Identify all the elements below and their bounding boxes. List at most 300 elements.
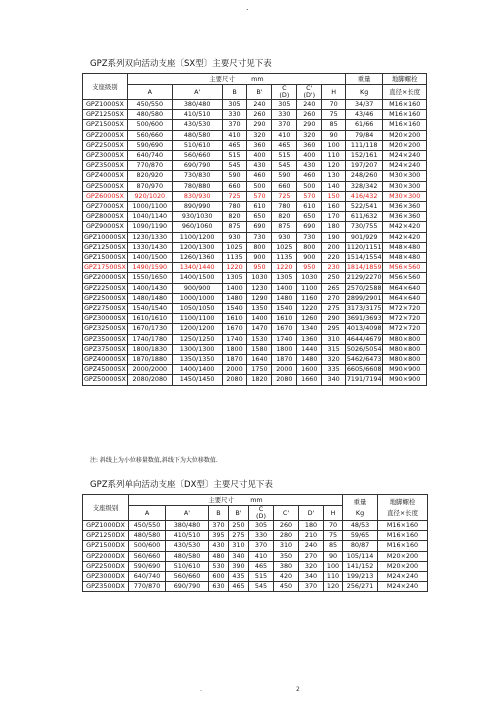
header-h: H <box>322 85 346 100</box>
table-cell: M16×160 <box>378 521 428 531</box>
table-cell: 75 <box>324 531 343 541</box>
header-weight-unit: Kg <box>345 85 382 100</box>
top-dot: . <box>246 3 249 12</box>
table-cell: 770/870 <box>129 582 166 592</box>
table-cell: 690 <box>297 222 322 232</box>
table-cell: 1200/1300 <box>172 242 222 252</box>
table-cell: M72×720 <box>383 324 427 334</box>
table-cell: GPZ12500SX <box>83 242 126 251</box>
table-cell: 465 <box>272 140 297 150</box>
table-cell: 1670/1730 <box>127 324 172 334</box>
table-note: 注: 斜线上为小位移量数值,斜线下为大位移数值. <box>90 457 218 464</box>
table-cell: M42×420 <box>383 232 427 242</box>
table-cell: 210 <box>299 531 324 541</box>
table-cell: 1040/1140 <box>127 212 172 222</box>
table-cell: 500/600 <box>129 541 166 551</box>
table-cell: 730 <box>297 232 322 242</box>
table-row <box>83 130 427 140</box>
table-cell: 320 <box>247 130 272 140</box>
table-row <box>83 314 427 324</box>
table-cell: 275 <box>229 531 249 541</box>
table-row <box>83 334 427 344</box>
table-cell: 75 <box>322 110 346 120</box>
table-cell: 5026/5054 <box>346 344 382 353</box>
table-cell: 522/541 <box>345 202 382 212</box>
table-cell: 900 <box>297 253 322 263</box>
page-number: 2 <box>296 686 300 693</box>
table-cell: 800 <box>297 242 322 252</box>
table-cell: 1100/1100 <box>172 314 222 324</box>
table-cell: 1440 <box>297 344 322 354</box>
table-cell: M20×200 <box>378 561 428 571</box>
header-h: H <box>324 506 343 521</box>
table-cell: M16×160 <box>383 100 427 110</box>
table-cell: GPZ32500SX <box>83 324 126 333</box>
table-row <box>83 541 428 551</box>
table-cell: GPZ40000SX <box>83 355 126 364</box>
header-b-prime: B' <box>229 506 249 521</box>
table-cell: 1340/1440 <box>172 263 222 273</box>
table-cell: 820/920 <box>127 171 172 181</box>
table-cell: GPZ1250SX <box>83 110 128 120</box>
table-cell: 1090/1190 <box>127 222 172 232</box>
table-cell: 1480 <box>222 293 247 303</box>
table-cell: M42×420 <box>383 222 427 232</box>
footer-dot: . <box>200 686 202 693</box>
table-cell: 1400/1430 <box>127 283 172 293</box>
table-row <box>83 283 427 293</box>
table-cell: 1200/1200 <box>172 324 222 334</box>
table-cell: 1220 <box>297 304 322 314</box>
table-cell: 1350 <box>247 304 272 314</box>
table-cell: 590/690 <box>129 561 166 571</box>
table-row <box>83 572 428 582</box>
table-cell: 500 <box>247 181 272 191</box>
header-c-prime: C' <box>274 506 299 521</box>
table-cell: M90×900 <box>383 375 427 385</box>
table-cell: M20×200 <box>378 551 428 561</box>
table-cell: 730/755 <box>345 222 382 232</box>
table-cell: 1814/1859 <box>346 263 382 272</box>
table-cell: 570 <box>247 191 272 201</box>
table-cell: GPZ35000SX <box>83 334 126 343</box>
table-cell: 1514/1554 <box>346 253 382 262</box>
table-cell: GPZ1500SX <box>83 120 128 130</box>
table-cell: GPZ3000SX <box>83 151 128 161</box>
header-bolt: 地脚螺栓 <box>383 74 427 85</box>
table-cell: M20×200 <box>383 140 427 150</box>
table-cell: 1100 <box>297 283 322 293</box>
table-cell: 690/790 <box>172 161 222 171</box>
table-cell: 1330/1430 <box>127 242 172 252</box>
table-cell: 130 <box>322 171 346 181</box>
table-cell: 800 <box>247 242 272 252</box>
table-cell: 515 <box>249 572 274 582</box>
table-cell: GPZ22500SX <box>83 283 126 292</box>
table-cell: GPZ37500SX <box>83 344 126 353</box>
table-cell: 111/118 <box>345 140 382 150</box>
table-row <box>83 140 427 150</box>
table-cell: 250 <box>229 521 249 531</box>
table-cell: 1360 <box>297 334 322 344</box>
table-row <box>83 232 427 242</box>
table-cell: 1000/1000 <box>172 293 222 303</box>
table-cell: GPZ45000SX <box>83 365 126 374</box>
header-d-prime: D' <box>299 506 324 521</box>
table-cell: 1250/1250 <box>172 334 222 344</box>
header-a: A <box>127 85 172 100</box>
table-cell: 270 <box>322 293 346 303</box>
table-cell: 560/660 <box>166 572 209 582</box>
table-row <box>83 110 427 120</box>
table-cell: 725 <box>272 191 297 201</box>
table-cell: 5462/6473 <box>346 355 382 364</box>
table-cell: 1305 <box>272 273 297 283</box>
table-cell: 290 <box>322 314 346 324</box>
table-cell: 200 <box>322 242 346 252</box>
table-cell: M30×300 <box>383 191 427 201</box>
header-bolt: 地脚螺栓 直径×长度 <box>378 495 428 521</box>
table-cell: 48/53 <box>343 521 378 531</box>
table-cell: 220 <box>322 253 346 263</box>
table-cell: 260 <box>274 521 299 531</box>
table-cell: 1300/1300 <box>172 344 222 354</box>
table-cell: 248/260 <box>345 171 382 181</box>
table-cell: 320 <box>299 561 324 571</box>
table-row <box>83 293 427 303</box>
table-cell: 1800 <box>272 344 297 354</box>
table-cell: M80×800 <box>383 344 427 354</box>
table-cell: 6605/6608 <box>346 365 382 374</box>
table-cell: GPZ6000SX <box>83 191 128 201</box>
table-cell: 240 <box>247 100 272 110</box>
table-cell: 2000/2000 <box>127 365 172 375</box>
table-cell: 370 <box>272 120 297 130</box>
table-cell: M36×360 <box>383 202 427 212</box>
table-cell: 650 <box>297 212 322 222</box>
table-cell: 61/66 <box>345 120 382 130</box>
table-cell: 830/930 <box>172 191 222 201</box>
table-cell: 530 <box>209 561 229 571</box>
table-cell: M72×720 <box>383 304 427 314</box>
table-cell: 410/510 <box>172 110 222 120</box>
table-cell: 1610 <box>272 314 297 324</box>
header-a-prime: A' <box>166 506 209 521</box>
table-cell: 2000 <box>222 365 247 375</box>
table-cell: 730/830 <box>172 171 222 181</box>
table-cell: 960/1060 <box>172 222 222 232</box>
table-row <box>83 242 427 252</box>
table-cell: 330 <box>272 110 297 120</box>
table-cell: 1135 <box>222 253 247 263</box>
table-cell: GPZ3500SX <box>83 161 128 171</box>
table-row <box>83 273 427 283</box>
header-b: B <box>222 85 247 100</box>
table-cell: M56×560 <box>383 263 427 273</box>
table-row <box>83 120 427 130</box>
sx-dimension-table <box>82 73 427 386</box>
table-cell: 230 <box>322 263 346 273</box>
table-cell: 630 <box>209 582 229 592</box>
table-row <box>83 100 427 110</box>
table-cell: 395 <box>209 531 229 541</box>
table-cell: 180 <box>299 521 324 531</box>
table-cell: 870/970 <box>127 181 172 191</box>
table-cell: M24×240 <box>383 161 427 171</box>
table-cell: 660 <box>222 181 247 191</box>
table-cell: GPZ4000SX <box>83 171 128 181</box>
table-cell: GPZ5000SX <box>83 181 128 191</box>
table-row <box>83 324 427 334</box>
table-cell: 4013/4098 <box>346 324 382 333</box>
table-cell: 590/690 <box>127 140 172 150</box>
table-cell: 100 <box>322 140 346 150</box>
table-cell: 110 <box>324 572 343 582</box>
table-cell: 500 <box>297 181 322 191</box>
table-cell: 1290 <box>247 293 272 303</box>
table-cell: 1400/1400 <box>172 365 222 375</box>
table-cell: 430 <box>247 161 272 171</box>
table-cell: 1230 <box>247 283 272 293</box>
table-cell: 1220 <box>272 263 297 273</box>
table-cell: 305 <box>249 521 274 531</box>
table-cell: 1610 <box>222 314 247 324</box>
table-cell: 100 <box>324 561 343 571</box>
table-cell: 725 <box>222 191 247 201</box>
table-cell: 260 <box>297 110 322 120</box>
table-row <box>83 551 428 561</box>
table-cell: M64×640 <box>383 283 427 293</box>
table-cell: 190 <box>322 232 346 242</box>
table-cell: 1600 <box>297 365 322 375</box>
table-cell: 1030 <box>247 273 272 283</box>
table-cell: 2129/2270 <box>346 273 382 282</box>
table-cell: 890/990 <box>172 202 222 212</box>
table-cell: GPZ20000SX <box>83 273 126 282</box>
table-cell: 560/660 <box>172 151 222 161</box>
table-cell: 660 <box>272 181 297 191</box>
table-cell: 305 <box>272 100 297 110</box>
table-cell: 170 <box>322 212 346 222</box>
table-row <box>83 582 428 592</box>
table-cell: 110 <box>322 151 346 161</box>
table-cell: 1260/1360 <box>172 253 222 263</box>
table-cell: 1470 <box>247 324 272 334</box>
table-cell: 610 <box>297 202 322 212</box>
table-cell: 1540/1540 <box>127 304 172 314</box>
header-c-prime: C' (D') <box>297 85 322 100</box>
table-cell: 85 <box>324 541 343 551</box>
section2-title: GPZ系列单向活动支座〔DX型〕主要尺寸见下表 <box>90 480 273 490</box>
table-cell: 1480 <box>272 293 297 303</box>
table-cell: 435 <box>229 572 249 582</box>
table-cell: 34/37 <box>345 100 382 110</box>
table-cell: 1050/1050 <box>172 304 222 314</box>
table-cell: M24×240 <box>378 572 428 582</box>
table-cell: 380 <box>274 561 299 571</box>
table-cell: 197/207 <box>345 161 382 171</box>
table-cell: 141/152 <box>343 561 378 571</box>
table-cell: 430/530 <box>166 541 209 551</box>
table-cell: 640/740 <box>127 151 172 161</box>
table-cell: 780/880 <box>172 181 222 191</box>
table-cell: GPZ3500DX <box>83 582 129 592</box>
table-cell: 1000/1100 <box>127 202 172 212</box>
table-cell: 590 <box>272 171 297 181</box>
table-cell: 1480 <box>297 355 322 365</box>
table-cell: 480/580 <box>129 531 166 541</box>
table-cell: 480/580 <box>172 130 222 140</box>
table-cell: 510/610 <box>172 140 222 150</box>
table-row <box>83 561 428 571</box>
table-cell: 465 <box>229 582 249 592</box>
header-c: C (D) <box>249 506 274 521</box>
table-cell: 545 <box>249 582 274 592</box>
table-cell: 280 <box>274 531 299 541</box>
table-cell: M36×360 <box>383 212 427 222</box>
table-cell: 1305 <box>222 273 247 283</box>
table-cell: 1750 <box>247 365 272 375</box>
header-main-dims: 主要尺寸 mm <box>127 74 345 85</box>
table-cell: 610 <box>247 202 272 212</box>
header-weight: 重量 <box>345 74 382 85</box>
table-row <box>83 161 427 171</box>
table-cell: 1030 <box>297 273 322 283</box>
table-cell: 1400 <box>222 283 247 293</box>
table-cell: 160 <box>322 202 346 212</box>
table-cell: 340 <box>229 551 249 561</box>
table-cell: 690/790 <box>166 582 209 592</box>
table-cell: M16×160 <box>383 120 427 130</box>
table-cell: 1820 <box>247 375 272 385</box>
table-cell: 430 <box>297 161 322 171</box>
table-cell: GPZ3000DX <box>83 572 129 582</box>
table-cell: 1610/1610 <box>127 314 172 324</box>
table-cell: 480/580 <box>166 551 209 561</box>
table-cell: 380/480 <box>166 521 209 531</box>
table-cell: M64×640 <box>383 293 427 303</box>
header-grade: 支座级别 <box>83 495 129 521</box>
table-cell: 1260 <box>297 314 322 324</box>
table-cell: 59/65 <box>343 531 378 541</box>
table-cell: 570 <box>297 191 322 201</box>
table-cell: 500/600 <box>127 120 172 130</box>
table-cell: 105/114 <box>343 551 378 561</box>
table-row <box>83 263 427 273</box>
table-cell: 240 <box>299 541 324 551</box>
table-row <box>83 365 427 375</box>
table-cell: 2899/2901 <box>346 293 382 302</box>
table-cell: 1220 <box>222 263 247 273</box>
table-cell: 1400 <box>247 314 272 324</box>
table-cell: 430 <box>209 541 229 551</box>
table-row <box>83 344 427 354</box>
table-cell: 290 <box>297 120 322 130</box>
table-cell: M16×160 <box>378 541 428 551</box>
table-cell: 450/550 <box>127 100 172 110</box>
table-row <box>83 521 428 531</box>
table-cell: 4644/4679 <box>346 334 382 343</box>
table-cell: M80×800 <box>383 334 427 344</box>
table-cell: 1400/1500 <box>127 253 172 263</box>
table-cell: 1740/1780 <box>127 334 172 344</box>
table-cell: 152/161 <box>345 151 382 161</box>
table-cell: 2570/2588 <box>346 283 382 292</box>
header-a-prime: A' <box>172 85 222 100</box>
table-cell: 1100/1200 <box>172 232 222 242</box>
table-cell: GPZ27500SX <box>83 304 126 313</box>
table-cell: 460 <box>247 171 272 181</box>
header-grade: 支座级别 <box>83 74 128 100</box>
table-cell: 545 <box>222 161 247 171</box>
table-cell: 1800 <box>222 344 247 354</box>
table-cell: 240 <box>297 100 322 110</box>
table-cell: 370 <box>299 582 324 592</box>
table-cell: 3173/3175 <box>346 304 382 313</box>
table-cell: 265 <box>322 283 346 293</box>
table-cell: 950 <box>247 263 272 273</box>
table-row <box>83 253 427 263</box>
table-row <box>83 191 427 201</box>
table-cell: 320 <box>297 130 322 140</box>
table-cell: 1490/1590 <box>127 263 172 273</box>
table-cell: 1025 <box>222 242 247 252</box>
section1-title: GPZ系列双向活动支座〔SX型〕主要尺寸见下表 <box>90 59 272 69</box>
table-cell: 901/929 <box>345 232 382 242</box>
table-cell: 1400/1500 <box>172 273 222 283</box>
table-cell: 640/740 <box>129 572 166 582</box>
table-cell: 611/632 <box>345 212 382 222</box>
table-cell: 1800/1830 <box>127 344 172 354</box>
table-cell: 305 <box>222 100 247 110</box>
table-cell: 380/480 <box>172 100 222 110</box>
table-cell: GPZ30000SX <box>83 314 126 323</box>
table-cell: 690 <box>247 222 272 232</box>
table-cell: 90 <box>322 130 346 140</box>
table-cell: 770/870 <box>127 161 172 171</box>
table-cell: 1540 <box>222 304 247 314</box>
table-row <box>83 222 427 232</box>
table-cell: 875 <box>272 222 297 232</box>
table-cell: 3691/3693 <box>346 314 382 323</box>
table-cell: 730 <box>247 232 272 242</box>
table-cell: 1740 <box>272 334 297 344</box>
table-cell: GPZ8000SX <box>83 212 128 222</box>
table-cell: 545 <box>272 161 297 171</box>
table-cell: 1450/1450 <box>172 375 222 385</box>
table-cell: 70 <box>324 521 343 531</box>
table-cell: 1230/1330 <box>127 232 172 242</box>
table-cell: M16×160 <box>378 531 428 541</box>
table-cell: 360 <box>247 140 272 150</box>
table-cell: 1870 <box>272 355 297 365</box>
table-row <box>83 202 427 212</box>
table-cell: M56×560 <box>383 273 427 283</box>
table-cell: 120 <box>322 161 346 171</box>
table-cell: 930 <box>272 232 297 242</box>
table-cell: 780 <box>222 202 247 212</box>
table-cell: 310 <box>274 541 299 551</box>
table-cell: GPZ25000SX <box>83 293 126 302</box>
table-cell: 480/580 <box>127 110 172 120</box>
table-cell: 590 <box>222 171 247 181</box>
table-cell: 295 <box>322 324 346 334</box>
table-cell: 43/46 <box>345 110 382 120</box>
table-cell: 370 <box>249 541 274 551</box>
table-cell: M30×300 <box>383 181 427 191</box>
table-row <box>83 375 427 385</box>
table-row <box>83 151 427 161</box>
